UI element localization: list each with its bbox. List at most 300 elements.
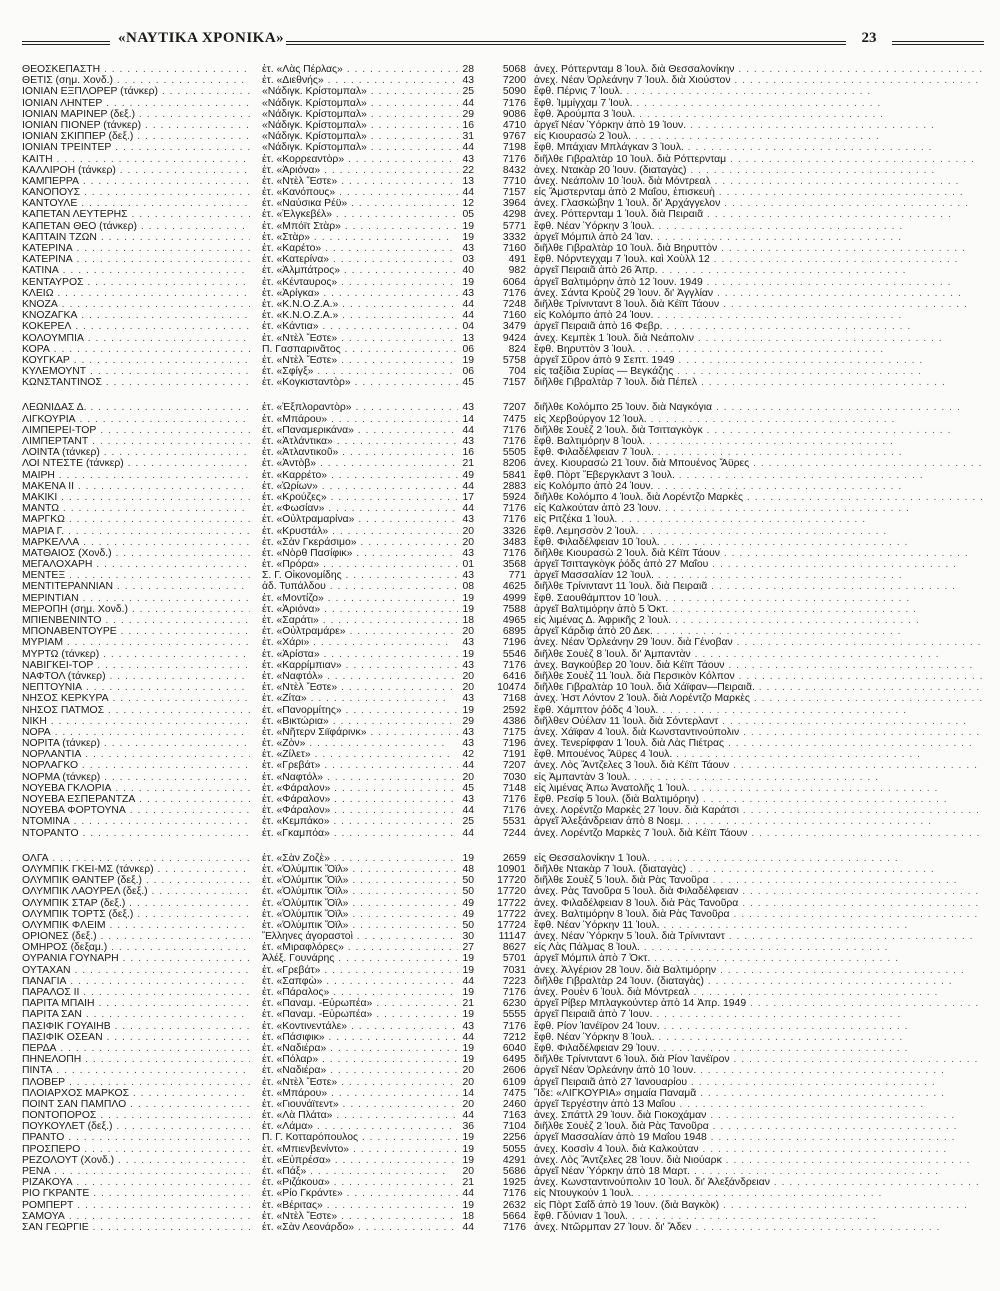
ship-owner: ἐτ. «Ὀλύμπικ Ὄϊλ» . . .: [262, 920, 458, 931]
table-row: [22, 414, 984, 425]
ship-owner: ἐτ. «Σὰν Γκεράσιμο» . . .: [262, 537, 458, 548]
ship-position: εἰς Λὰς Πάλμας 8 Ἰουλ. . . .: [534, 942, 984, 953]
build-year: 19: [462, 354, 474, 366]
ship-position: ἔφθ. Μπάχιαν Μπλάγκαν 3 Ἰουλ. . . .: [534, 142, 984, 153]
table-row: [22, 1211, 984, 1222]
ship-name: ΜΕΓΑΛΟΧΑΡΗ . . .: [22, 559, 250, 570]
ship-position: ἀργεῖ Μόμπιλ ἀπὸ 7 Ὀκτ. . . .: [534, 953, 984, 964]
ship-name: ΝΗΣΟΣ ΠΑΤΜΟΣ . . .: [22, 705, 250, 716]
build-year: 19: [462, 276, 474, 288]
ship-name: ΟΡΙΟΝΕΣ (δεξ.) . . .: [22, 931, 250, 942]
ship-name: ΟΜΗΡΟΣ (δεξαμ.) . . .: [22, 942, 250, 953]
ship-name: ΝΕΠΤΟΥΝΙΑ . . .: [22, 682, 250, 693]
build-year: 44: [462, 805, 474, 817]
build-year: 43: [462, 75, 474, 87]
ship-name: ΚΑΠΤΑΙΝ ΤΖΩΝ . . .: [22, 232, 250, 243]
ship-name: ΡΙΖΑΚΟΥΑ . . .: [22, 1177, 250, 1188]
build-year: 44: [462, 827, 474, 839]
ship-owner: ἐτ. «Ἀτλαντικοῦ» . . .: [262, 447, 458, 458]
build-year: 19: [462, 1054, 474, 1066]
ship-owner: ἐτ. «Σὰν Ζοζὲ» . . .: [262, 853, 458, 864]
ship-position: ἔφθ. Νόρντεγχαμ 7 Ἰουλ. καὶ Χοὺλλ 12 . . .: [534, 254, 984, 265]
ship-name: ΝΟΡΙΤΑ (τάνκερ) . . .: [22, 738, 250, 749]
ship-name: ΚΛΕΙΩ . . .: [22, 288, 250, 299]
ship-name: ΜΑΤΘΑΙΟΣ (Χονδ.) . . .: [22, 548, 250, 559]
tonnage: 7710: [502, 175, 526, 187]
table-row: [22, 176, 984, 187]
ship-name: ΝΑΦΤΟΛ (τάνκερ) . . .: [22, 671, 250, 682]
build-year: 43: [462, 153, 474, 165]
ship-owner: ἐτ. «Σὰν Λεονάρδο» . . .: [262, 1222, 458, 1233]
table-row: [22, 593, 984, 604]
table-row: [22, 637, 984, 648]
ship-owner: ἐτ. «Ὀλύμπικ Ὄϊλ» . . .: [262, 886, 458, 897]
ship-position: ἔφθ. Βαλτιμόρην 8 Ἰουλ. . . .: [534, 436, 984, 447]
build-year: 19: [462, 964, 474, 976]
table-row: [22, 581, 984, 592]
ship-owner: «Νάδιγκ. Κρίστομπαλ» . . .: [262, 120, 458, 131]
build-year: 08: [462, 581, 474, 593]
header-rule-right: [892, 41, 984, 45]
tonnage: 1925: [502, 1177, 526, 1189]
ship-name: ΚΝΟΖΑ . . .: [22, 299, 250, 310]
ship-position: ἀργεῖ Πειραιᾶ ἀπὸ 16 Φεβρ. . . .: [534, 321, 984, 332]
table-row: [22, 660, 984, 671]
table-row: [22, 1009, 984, 1020]
ship-name: ΠΡΑΝΤΟ . . .: [22, 1132, 250, 1143]
tonnage: 5090: [502, 86, 526, 98]
tonnage: 10901: [497, 863, 526, 875]
table-row: [22, 355, 984, 366]
ship-owner: «Νάδιγκ. Κρίστομπαλ» . . .: [262, 131, 458, 142]
ship-position: ἀνεχ. Κοσσὶν 4 Ἰουλ. διὰ Καλκούταν . . .: [534, 1144, 984, 1155]
ship-owner: ἐτ. «Κρυστάλ» . . .: [262, 526, 458, 537]
tonnage: 7198: [502, 142, 526, 154]
tonnage: 8206: [502, 458, 526, 470]
ship-name: ΚΑΠΕΤΑΝ ΛΕΥΤΕΡΗΣ . . .: [22, 209, 250, 220]
table-row: [22, 931, 984, 942]
ship-position: εἰς Ἀμπαντὰν 3 Ἰουλ. . . .: [534, 772, 984, 783]
ship-owner: ἐτ. «Ναύσικα Ρέϋ» . . .: [262, 198, 458, 209]
ship-position: ἀνεχ. Ἀλγέριον 28 Ἰουν. διὰ Βαλτιμόρην . . .: [534, 965, 984, 976]
ship-position: διῆλθε Σουὲζ 11 Ἰουλ. διὰ Περσικὸν Κόλπον . . .: [534, 671, 984, 682]
build-year: 43: [462, 570, 474, 582]
tonnage: 6040: [502, 1042, 526, 1054]
ship-name: ΜΑΚΕΝΑ ΙΙ . . .: [22, 481, 250, 492]
ship-positions-listing: [22, 64, 984, 1233]
build-year: 21: [462, 458, 474, 470]
ship-position: εἰς Ντουγκούν 1 Ἰουλ. . . .: [534, 1188, 984, 1199]
table-row: [22, 898, 984, 909]
tonnage: 5758: [502, 354, 526, 366]
table-row: [22, 232, 984, 243]
tonnage: 2460: [502, 1098, 526, 1110]
ship-position: ἀνεχ. Κεμπὲκ 1 Ἰουλ. διὰ Νεάπολιν . . .: [534, 333, 984, 344]
table-row: [22, 1099, 984, 1110]
ship-owner: ἐτ. «Πανορμίτης» . . .: [262, 705, 458, 716]
table-row: [22, 154, 984, 165]
tonnage: 2659: [502, 852, 526, 864]
tonnage: 4291: [502, 1154, 526, 1166]
header-rule-left: [22, 41, 110, 45]
ship-owner: ἐτ. «Διεθνής» . . .: [262, 75, 458, 86]
build-year: 43: [462, 794, 474, 805]
table-row: [22, 886, 984, 897]
tonnage: 8627: [502, 942, 526, 954]
ship-owner: «Νάδιγκ. Κρίστομπαλ» . . .: [262, 109, 458, 120]
ship-owner: ἐτ. «Ἀτλάντικα» . . .: [262, 436, 458, 447]
ship-name: ΝΤΟΡΑΝΤΟ . . .: [22, 828, 250, 839]
ship-position: ἀνεχ. Ἠστ Λόντον 2 Ἰουλ. διὰ Λορέντζο Μαρκὲς . . .: [534, 693, 984, 704]
ship-owner: ἐτ. «Παναμ. -Εὐρωπέα» . . .: [262, 1009, 458, 1020]
ship-position: ἀργεῖ Μασσαλίαν ἀπὸ 19 Μαΐου 1948 . . .: [534, 1132, 984, 1143]
build-year: 19: [462, 852, 474, 864]
ship-position: ἀνεχ. Ρὰς Τανοῦρα 5 Ἰουλ. διὰ Φιλαδέλφειαν . . .: [534, 886, 984, 897]
ship-position: ἀργεῖ Τεργέστην ἀπὸ 13 Μαΐου . . .: [534, 1099, 984, 1110]
table-row: [22, 805, 984, 816]
ship-name: ΠΛΟΒΕΡ . . .: [22, 1077, 250, 1088]
build-year: 20: [462, 525, 474, 537]
table-row: [22, 559, 984, 570]
table-row: [22, 998, 984, 1009]
ship-position: εἰς Πὸρτ Σαΐδ ἀπὸ 19 Ἰουν. (διὰ Βαγκὸκ) . . .: [534, 1200, 984, 1211]
ship-position: ἀνεχ. Κιουρασὼ 21 Ἰουν. διὰ Μπουένος Ἄϋρες . . .: [534, 458, 984, 469]
build-year: 14: [462, 1087, 474, 1099]
tonnage: 7176: [502, 97, 526, 109]
build-year: 50: [462, 875, 474, 887]
ship-name: ΠΑΡΙΤΑ ΣΑΝ . . .: [22, 1009, 250, 1020]
table-row: [22, 187, 984, 198]
ship-position: ἔφθ. Ἀρούμπα 3 Ἰουλ. . . .: [534, 109, 984, 120]
tonnage: 6064: [502, 276, 526, 288]
tonnage: 5555: [502, 1009, 526, 1021]
tonnage: 7176: [502, 287, 526, 299]
table-row: [22, 254, 984, 265]
build-year: 19: [462, 953, 474, 965]
table-row: [22, 425, 984, 436]
build-year: 44: [462, 97, 474, 109]
ship-name: ΠΟΥΚΟΥΛΕΤ (δεξ.) . . .: [22, 1121, 250, 1132]
ship-owner: ἐτ. «Ἀντὸβ» . . .: [262, 458, 458, 469]
ship-name: ΠΑΡΑΛΟΣ ΙΙ . . .: [22, 987, 250, 998]
ship-position: εἰς Ἄμστερνταμ ἀπὸ 2 Μαΐου, ἐπισκευὴ . . .: [534, 187, 984, 198]
ship-name: ΡΕΝΑ . . .: [22, 1166, 250, 1177]
tonnage: 7168: [502, 693, 526, 705]
tonnage: 7176: [502, 794, 526, 805]
ship-owner: Π. Γασπαρινᾶτος . . .: [262, 344, 458, 355]
tonnage: 704: [508, 366, 526, 378]
ship-position: ἀνεχ. Νέαν Ὀρλεάνην 7 Ἰουλ. διὰ Χιούστον . . .: [534, 75, 984, 86]
tonnage: 3326: [502, 525, 526, 537]
table-row: [22, 1065, 984, 1076]
ship-name: ΝΑΒΙΓΚΕΙ-ΤΟΡ . . .: [22, 660, 250, 671]
build-year: 44: [462, 1221, 474, 1233]
table-row: [22, 1043, 984, 1054]
tonnage: 7475: [502, 1087, 526, 1099]
ship-owner: ἐτ. «Νῆτερν Σιϊφάρινκ» . . .: [262, 727, 458, 738]
ship-owner: ἐτ. «Ὀλύμπικ Ὄϊλ» . . .: [262, 864, 458, 875]
ship-owner: ἀδ. Τυπάλδου . . .: [262, 581, 458, 592]
ship-owner: ἐτ. «Κάντια» . . .: [262, 321, 458, 332]
ship-name: ΙΟΝΙΑΝ ΤΡΕΙΝΤΕΡ . . .: [22, 142, 250, 153]
tonnage: 2883: [502, 480, 526, 492]
tonnage: 6109: [502, 1076, 526, 1088]
build-year: 44: [462, 503, 474, 515]
tonnage: 3483: [502, 536, 526, 548]
build-year: 43: [462, 243, 474, 254]
ship-position: εἰς Κολόμπο ἀπὸ 24 Ἰουν. . . .: [534, 481, 984, 492]
tonnage: 7176: [502, 987, 526, 998]
ship-name: ΚΝΟΖΑΓΚΑ . . .: [22, 310, 250, 321]
tonnage: 11147: [498, 931, 526, 943]
ship-name: ΙΟΝΙΑΝ ΕΞΠΛΟΡΕΡ (τάνκερ) . . .: [22, 86, 250, 97]
tonnage: 7104: [502, 1121, 526, 1133]
ship-name: ΟΛΥΜΠΙΚ ΦΛΕΙΜ . . .: [22, 920, 250, 931]
ship-position: διῆλθε Τρίνινταντ 8 Ἰουλ. διὰ Κέϊπ Τάουν . . .: [534, 299, 984, 310]
ship-position: ἀργεῖ Σῦρον ἀπὸ 9 Σεπτ. 1949 . . .: [534, 355, 984, 366]
ship-name: ΡΕΖΟΛΟΥΤ (Χονδ.) . . .: [22, 1155, 250, 1166]
build-year: 44: [462, 975, 474, 987]
table-row: [22, 783, 984, 794]
ship-position: διῆλθε Γιβραλτὰρ 10 Ἰουλ. διὰ Χάϊφαν—Πειραιᾶ. . . .: [534, 682, 984, 693]
tonnage: 17722: [497, 908, 526, 920]
ship-position: ἀνεχ. Λὸς Ἄντζελες 3 Ἰουλ. διὰ Κέϊπ Τάουν . . .: [534, 760, 984, 771]
ship-owner: ἐτ. «Μπάρου» . . .: [262, 414, 458, 425]
ship-name: ΟΛΥΜΠΙΚ ΘΑΝΤΕΡ (δεξ.) . . .: [22, 875, 250, 886]
table-row: [22, 1110, 984, 1121]
table-row: [22, 682, 984, 693]
build-year: 04: [462, 321, 474, 333]
build-year: 06: [462, 343, 474, 355]
table-row: [22, 86, 984, 97]
ship-owner: ἐτ. «Ζὸν» . . .: [262, 738, 458, 749]
ship-position: ἔφθ. Φιλαδέλφειαν 29 Ἰουν. . . .: [534, 1043, 984, 1054]
table-row: [22, 344, 984, 355]
ship-owner: ἐτ. «Ρίο Γκράντε» . . .: [262, 1188, 458, 1199]
table-row: [22, 772, 984, 783]
table-row: [22, 492, 984, 503]
ship-position: διῆλθε Σουὲζ 2 Ἰουλ. διὰ Τσιτταγκὸγκ . . .: [534, 425, 984, 436]
ship-owner: ἐτ. «Πάραλος» . . .: [262, 987, 458, 998]
tonnage: 7207: [502, 760, 526, 772]
ship-name: ΟΥΤΑΧΑΝ . . .: [22, 965, 250, 976]
ship-position: ἀνεχ. Λὸς Ἄντζελες 28 Ἰουν. διὰ Νιούαρκ . . .: [534, 1155, 984, 1166]
build-year: 22: [462, 164, 474, 176]
table-row: [22, 828, 984, 839]
ship-name: ΚΑΙΤΗ . . .: [22, 154, 250, 165]
table-row: [22, 243, 984, 254]
ship-position: εἰς Κολόμπο ἀπὸ 24 Ἰουν. . . .: [534, 310, 984, 321]
build-year: 43: [462, 738, 474, 750]
table-row: [22, 503, 984, 514]
ship-position: διῆλθε Κιουρασὼ 2 Ἰουλ. διὰ Κέϊπ Τάουν . . .: [534, 548, 984, 559]
ship-position: ἀργεῖ Βαλτιμόρην ἀπὸ 5 Ὀκτ. . . .: [534, 604, 984, 615]
table-row: [22, 705, 984, 716]
ship-position: ἀνεχ. Βαλτιμόρην 8 Ἰουλ. διὰ Ρὰς Τανοῦρα . . .: [534, 909, 984, 920]
ship-owner: ἐτ. «Νὸρθ Πασίφικ» . . .: [262, 548, 458, 559]
tonnage: 2632: [502, 1199, 526, 1211]
tonnage: 7176: [502, 547, 526, 559]
ship-name: ΝΟΥΕΒΑ ΓΚΛΟΡΙΑ . . .: [22, 783, 250, 794]
ship-position: ἀνεχ. Ρουὲν 6 Ἰουλ. διὰ Μόντρεαλ . . .: [534, 987, 984, 998]
tonnage: 5701: [502, 953, 526, 965]
tonnage: 4298: [502, 209, 526, 221]
ship-owner: ἐτ. «Χάρι» . . .: [262, 637, 458, 648]
build-year: 12: [462, 198, 474, 210]
build-year: 19: [462, 1199, 474, 1211]
table-row: [22, 604, 984, 615]
ship-owner: ἐτ. «Ἀρίγκα» . . .: [262, 288, 458, 299]
ship-position: διῆλθε Γιβραλτὰρ 7 Ἰουλ. διὰ Πέπελ . . .: [534, 377, 984, 388]
ship-name: ΡΙΟ ΓΚΡΑΝΤΕ . . .: [22, 1188, 250, 1199]
tonnage: 491: [508, 254, 526, 266]
build-year: 21: [462, 998, 474, 1010]
tonnage: 5841: [502, 469, 526, 481]
ship-name: ΚΑΤΕΡΙΝΑ . . .: [22, 254, 250, 265]
tonnage: 7160: [502, 310, 526, 322]
ship-name: ΚΟΡΑ . . .: [22, 344, 250, 355]
ship-position: ἔφθ. Πὸρτ Ἔβεργκλαντ 3 Ἰουλ. . . .: [534, 470, 984, 481]
tonnage: 5505: [502, 447, 526, 459]
ship-name: ΠΟΙΝΤ ΣΑΝ ΠΑΜΠΛΟ . . .: [22, 1099, 250, 1110]
ship-name: ΚΕΝΤΑΥΡΟΣ . . .: [22, 277, 250, 288]
table-row: [22, 366, 984, 377]
build-year: 20: [462, 1065, 474, 1077]
tonnage: 4999: [502, 592, 526, 604]
ship-name: ΝΟΡΑ . . .: [22, 727, 250, 738]
tonnage: 5771: [502, 220, 526, 232]
ship-position: ἔφθ. Φιλαδέλφειαν 10 Ἰουλ. . . .: [534, 537, 984, 548]
ship-name: ΜΥΡΙΑΜ . . .: [22, 637, 250, 648]
tonnage: 7196: [502, 637, 526, 649]
build-year: 43: [462, 659, 474, 671]
build-year: 45: [462, 782, 474, 794]
table-row: [22, 299, 984, 310]
ship-name: ΚΑΜΠΕΡΡΑ . . .: [22, 176, 250, 187]
ship-owner: ἐτ. «Μπάρου» . . .: [262, 1088, 458, 1099]
ship-position: ἔφθ. Γδύνιαν 1 Ἰουλ. . . .: [534, 1211, 984, 1222]
ship-name: ΚΟΚΕΡΕΛ . . .: [22, 321, 250, 332]
build-year: 48: [462, 863, 474, 875]
ship-position: εἰς λιμένας Δ. Ἀφρικῆς 2 Ἰουλ. . . .: [534, 615, 984, 626]
tonnage: 5055: [502, 1143, 526, 1155]
tonnage: 7244: [502, 827, 526, 839]
ship-name: ΜΑΡΙΑ Γ. . . .: [22, 526, 250, 537]
table-row: [22, 1054, 984, 1065]
build-year: 44: [462, 1031, 474, 1043]
ship-name: ΜΑΝΤΩ . . .: [22, 503, 250, 514]
ship-owner: ἐτ. «Ὡρίων» . . .: [262, 481, 458, 492]
ship-owner: ἐτ. «Ναφτόλ» . . .: [262, 772, 458, 783]
ship-name: ΙΟΝΙΑΝ ΣΚΙΠΠΕΡ (δεξ.) . . .: [22, 131, 250, 142]
ship-name: ΚΑΝΟΠΟΥΣ . . .: [22, 187, 250, 198]
ship-owner: ἐτ. «Εὐπρέσα» . . .: [262, 1155, 458, 1166]
ship-name: ΚΩΝΣΤΑΝΤΙΝΟΣ . . .: [22, 377, 250, 388]
tonnage: 7200: [502, 75, 526, 87]
ship-position: ἀνεχ. Λορέντζο Μαρκὲς 7 Ἰουλ. διὰ Κέϊπ Τάουν . . .: [534, 828, 984, 839]
ship-owner: ἐτ. «Οὐλτραμάρε» . . .: [262, 626, 458, 637]
ship-position: ἔφθ. Πέρνις 7 Ἰουλ. . . .: [534, 86, 984, 97]
tonnage: 6495: [502, 1054, 526, 1066]
ship-name: ΠΡΟΣΠΕΡΟ . . .: [22, 1144, 250, 1155]
ship-owner: ἐτ. «Φάραλον» . . .: [262, 794, 458, 805]
tonnage: 7176: [502, 424, 526, 436]
table-row: [22, 447, 984, 458]
table-row: [22, 920, 984, 931]
ship-name: ΝΟΡΛΑΓΚΟ . . .: [22, 760, 250, 771]
ship-position: ἀργεῖ Νέαν Ὀρλεάνην ἀπὸ 10 Ἰουν. . . .: [534, 1065, 984, 1076]
ship-owner: ἐτ. «Μπόϊτ Στὰρ» . . .: [262, 221, 458, 232]
section-gap: [22, 839, 984, 853]
tonnage: 6416: [502, 670, 526, 682]
build-year: 43: [462, 287, 474, 299]
table-row: [22, 1021, 984, 1032]
ship-owner: ἐτ. «Ἀριόνα» . . .: [262, 165, 458, 176]
ship-owner: ἐτ. «Σαπφὼ» . . .: [262, 976, 458, 987]
tonnage: 3479: [502, 321, 526, 333]
tonnage: 7157: [502, 377, 526, 389]
ship-position: ἔφθ. Χάμπτον ῥόδς 4 Ἰουλ. . . .: [534, 705, 984, 716]
tonnage: 7212: [502, 1031, 526, 1043]
ship-owner: ἐτ. «Πόλαρ» . . .: [262, 1054, 458, 1065]
ship-owner: ἐτ. «Γρεβάτ» . . .: [262, 965, 458, 976]
build-year: 44: [462, 298, 474, 310]
build-year: 44: [462, 310, 474, 322]
table-row: [22, 615, 984, 626]
ship-name: ΠΕΡΔΑ . . .: [22, 1043, 250, 1054]
build-year: 44: [462, 1188, 474, 1200]
build-year: 44: [462, 142, 474, 154]
ship-owner: ἐτ. «Σαράτι» . . .: [262, 615, 458, 626]
build-year: 31: [462, 131, 474, 143]
table-row: [22, 265, 984, 276]
tonnage: 982: [508, 265, 526, 277]
ship-name: ΟΛΥΜΠΙΚ ΛΑΟΥΡΕΛ (δεξ.) . . .: [22, 886, 250, 897]
ship-name: ΡΟΜΠΕΡΤ . . .: [22, 1200, 250, 1211]
ship-name: ΟΛΓΑ . . .: [22, 853, 250, 864]
tonnage: 7176: [502, 514, 526, 526]
ship-owner: «Νάδιγκ. Κρίστομπαλ» . . .: [262, 86, 458, 97]
ship-owner: ἐτ. «Ἀλμπάτρος» . . .: [262, 265, 458, 276]
ship-position: ἔφθ. Νέαν Ὑόρκην 8 Ἰουλ. . . .: [534, 1032, 984, 1043]
build-year: 18: [462, 615, 474, 626]
ship-position: ἀργεῖ Μασσαλίαν 12 Ἰουλ. . . .: [534, 570, 984, 581]
tonnage: 7176: [502, 1221, 526, 1233]
ship-owner: ἐτ. «Κ.Ν.Ο.Ζ.Α.» . . .: [262, 310, 458, 321]
build-year: 49: [462, 469, 474, 481]
table-row: [22, 987, 984, 998]
ship-position: ἔφθ. Ρεσίφ 5 Ἰουλ. (διὰ Βαλτιμόρην) . . .: [534, 794, 984, 805]
ship-name: ΛΟΙ ΝΤΕΣΤΕ (τάνκερ) . . .: [22, 458, 250, 469]
ship-name: ΘΕΟΣΚΕΠΑΣΤΗ . . .: [22, 64, 250, 75]
ship-owner: ἐτ. «Φάραλον» . . .: [262, 783, 458, 794]
table-row: [22, 458, 984, 469]
section-gap: [22, 388, 984, 402]
ship-name: ΜΑΚΙΚΙ . . .: [22, 492, 250, 503]
ship-position: ἔφθ. Ἰμμίγχαμ 7 Ἰουλ. . . .: [534, 98, 984, 109]
table-row: [22, 864, 984, 875]
table-row: [22, 942, 984, 953]
ship-position: Ἴδε: «ΛΙΓΚΟΥΡΙΑ» σημαία Παναμᾶ . . .: [534, 1088, 984, 1099]
table-row: [22, 310, 984, 321]
ship-position: διῆλθε Κολόμπο 25 Ἰουν. διὰ Ναγκόγια . . .: [534, 402, 984, 413]
ship-name: ΝΟΥΕΒΑ ΕΣΠΕΡΑΝΤΖΑ . . .: [22, 794, 250, 805]
ship-position: διῆλθε Γιβραλτὰρ 10 Ἰουλ. διὰ Βηρυττὸν . . .: [534, 243, 984, 254]
ship-owner: ἐτ. «Ζίλετ» . . .: [262, 749, 458, 760]
tonnage: 3332: [502, 231, 526, 243]
tonnage: 7176: [502, 1020, 526, 1032]
table-row: [22, 131, 984, 142]
